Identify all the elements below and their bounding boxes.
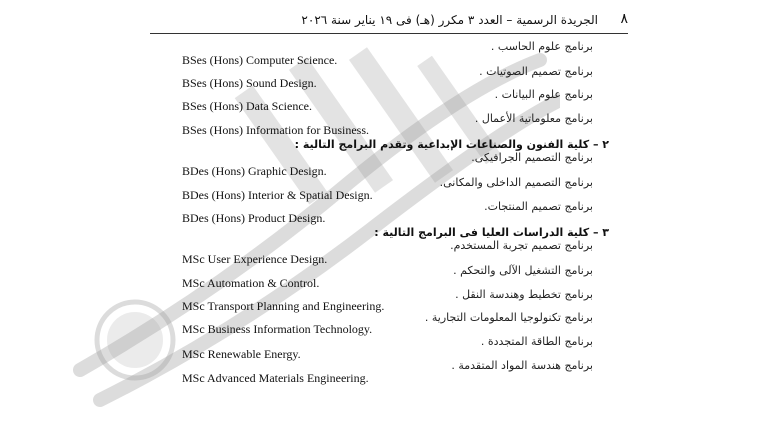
page-number: ٨	[620, 11, 628, 27]
program-en: BSes (Hons) Computer Science.	[182, 53, 338, 67]
program-ar: برنامج تصميم تجربة المستخدم.	[450, 239, 593, 252]
program-ar: برنامج التشغيل الآلى والتحكم .	[453, 264, 593, 277]
program-ar: برنامج تخطيط وهندسة النقل .	[455, 288, 593, 301]
program-en: BSes (Hons) Data Science.	[182, 99, 312, 113]
program-en: MSc Automation & Control.	[182, 276, 320, 290]
program-en: MSc Advanced Materials Engineering.	[182, 371, 369, 385]
page-header	[150, 10, 628, 32]
program-en: BDes (Hons) Interior & Spatial Design.	[182, 188, 373, 202]
program-ar: برنامج علوم البيانات .	[494, 88, 593, 101]
program-ar: برنامج هندسة المواد المتقدمة .	[451, 359, 593, 372]
program-en: MSc Renewable Energy.	[182, 347, 301, 361]
program-ar: برنامج الطاقة المتجددة .	[480, 335, 593, 348]
program-en: MSc User Experience Design.	[182, 252, 328, 266]
program-en: BSes (Hons) Information for Business.	[182, 123, 369, 137]
header-divider	[150, 33, 628, 34]
gazette-title: الجريدة الرسمية – العدد ٣ مكرر (هـ) فى ١٩ يناير سنة ٢٠٢٦	[301, 13, 598, 27]
program-ar: برنامج تصميم المنتجات.	[484, 200, 593, 213]
section-heading: ٢ – كلية الفنون والصناعات الإبداعية وتقدم البرامج التالية :	[294, 138, 609, 151]
program-en: BSes (Hons) Sound Design.	[182, 76, 317, 90]
program-ar: برنامج تكنولوجيا المعلومات التجارية .	[424, 311, 593, 324]
program-ar: برنامج معلوماتية الأعمال .	[474, 112, 593, 125]
program-en: BDes (Hons) Graphic Design.	[182, 164, 327, 178]
program-ar: برنامج التصميم الداخلى والمكانى.	[439, 176, 593, 189]
program-en: BDes (Hons) Product Design.	[182, 211, 326, 225]
program-en: MSc Transport Planning and Engineering.	[182, 299, 385, 313]
program-en: MSc Business Information Technology.	[182, 322, 373, 336]
program-ar: برنامج التصميم الجرافيكى.	[471, 151, 593, 164]
section-heading: ٣ – كلية الدراسات العليا فى البرامج التالية :	[374, 226, 609, 239]
program-ar: برنامج علوم الحاسب .	[490, 40, 593, 53]
program-ar: برنامج تصميم الصوتيات .	[479, 65, 593, 78]
